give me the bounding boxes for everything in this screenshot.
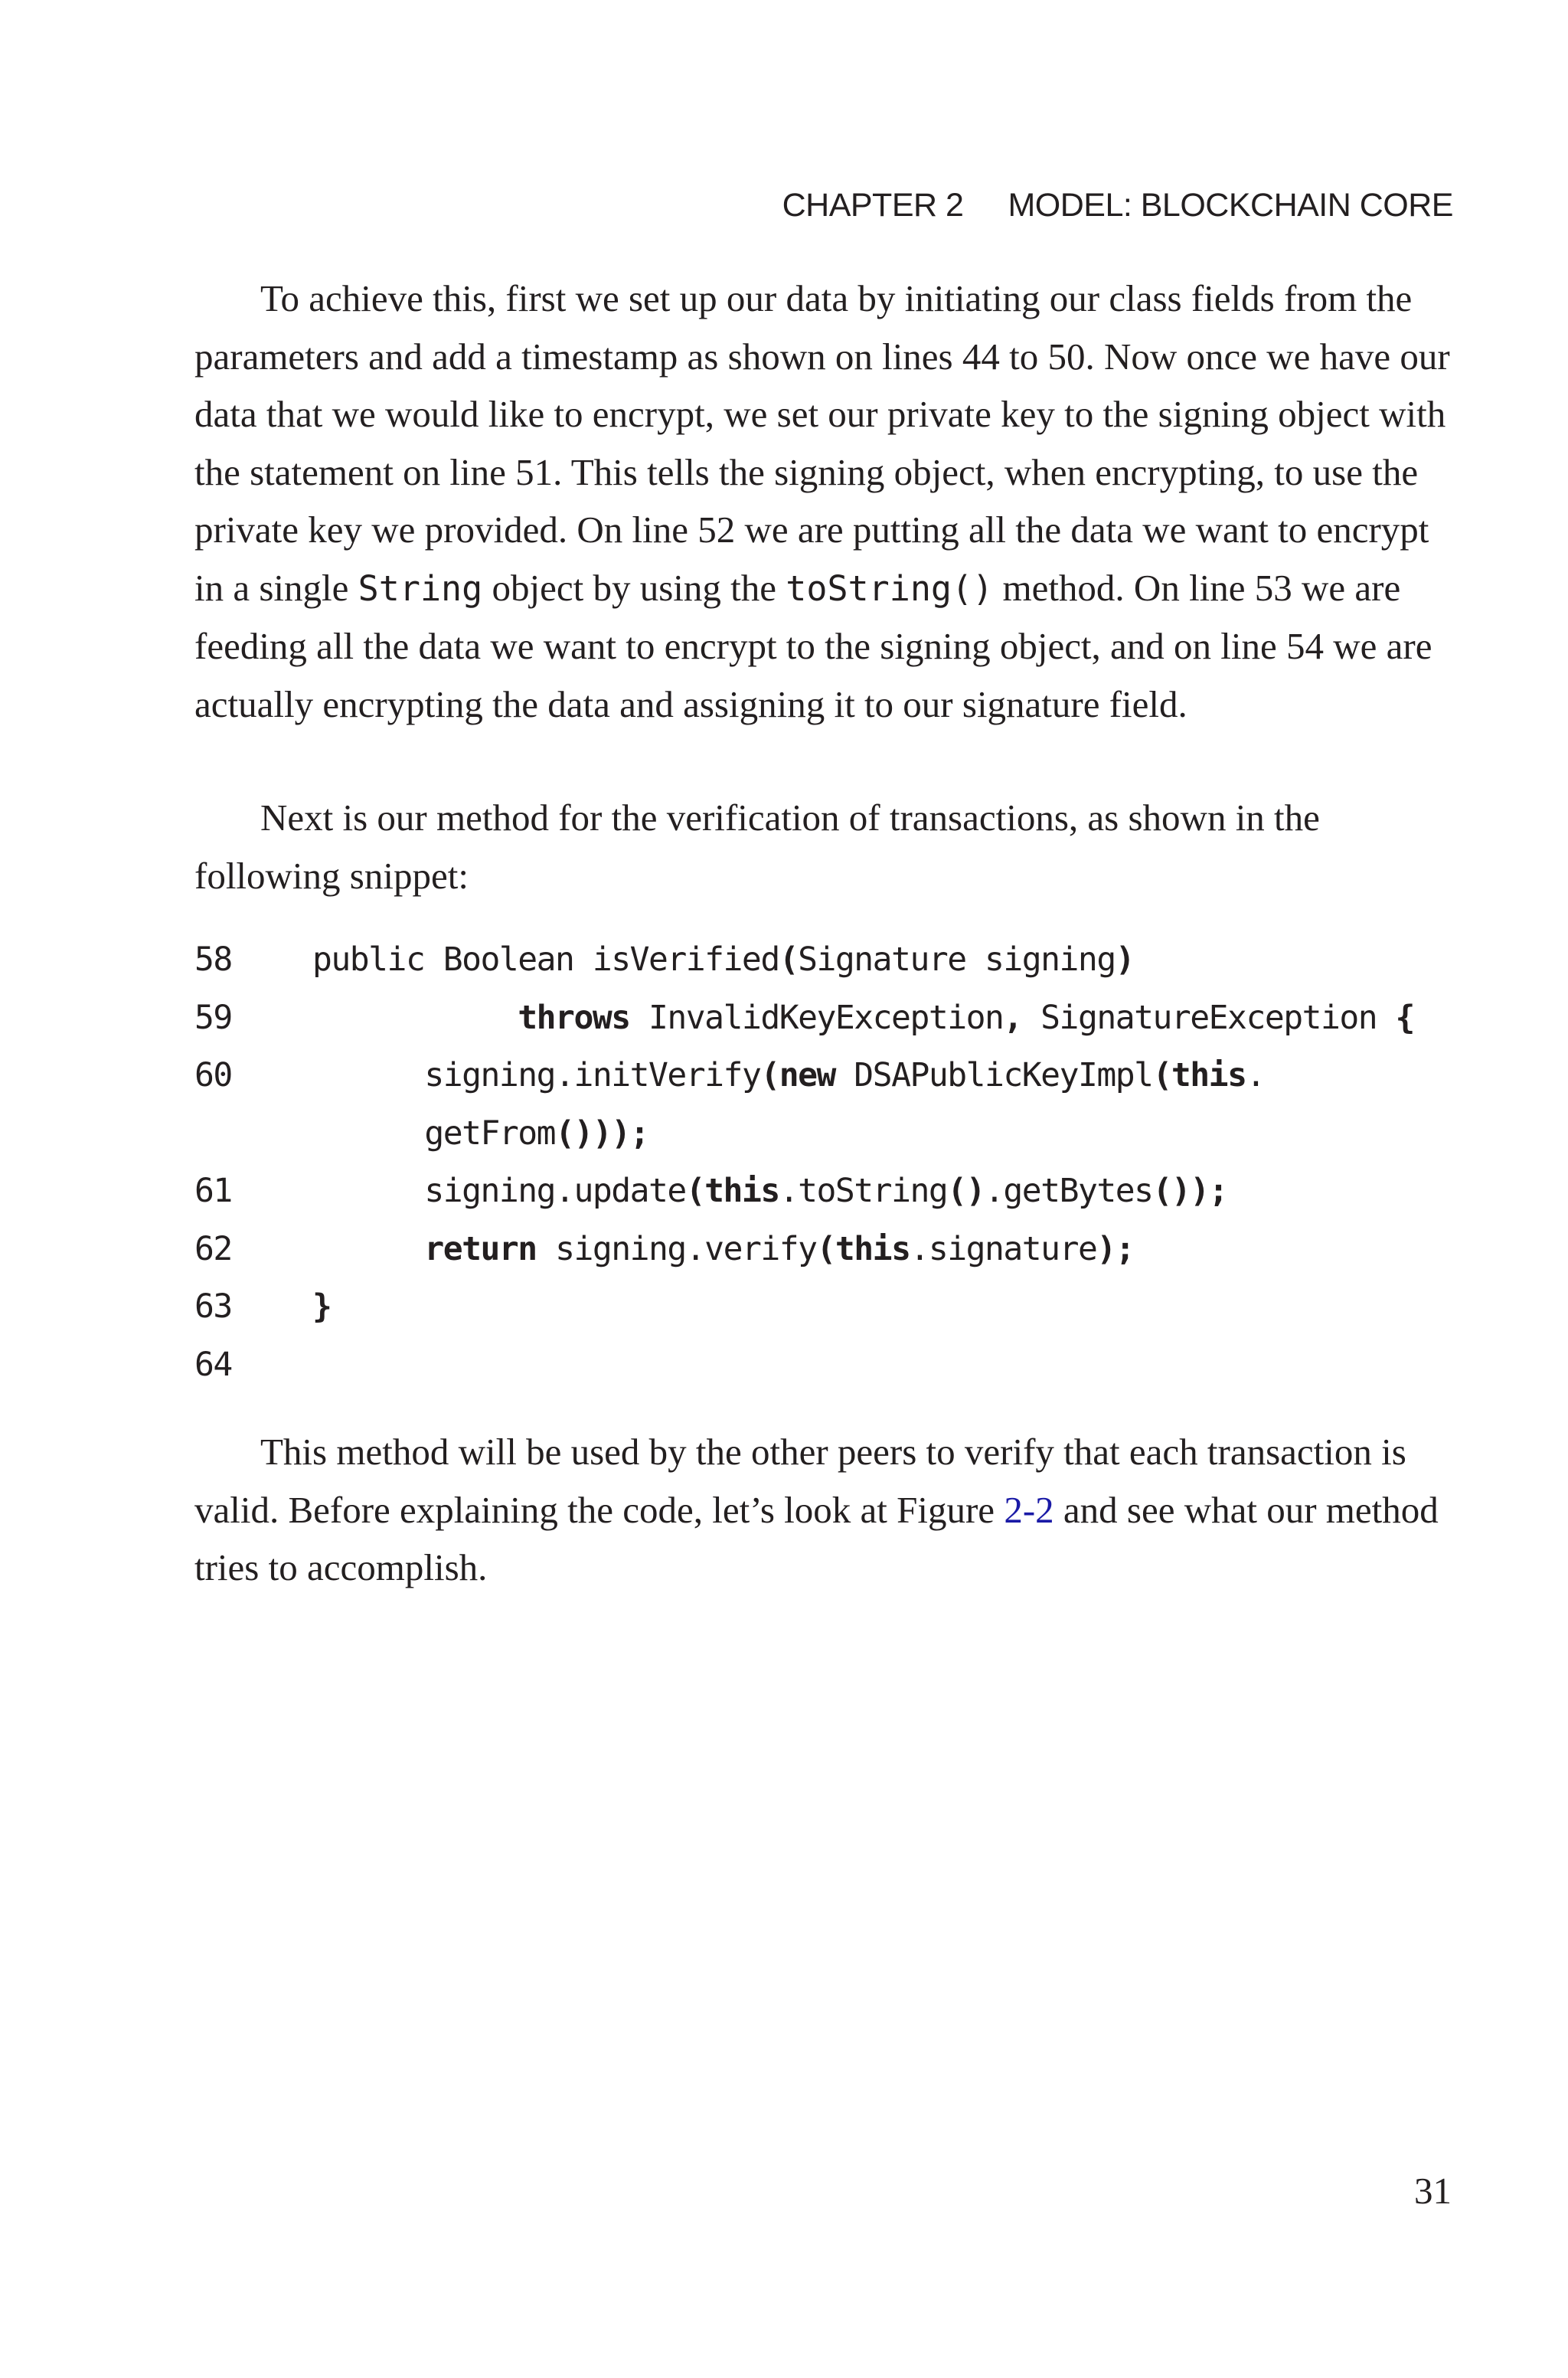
code-listing: [194, 931, 1455, 1394]
code-text: signing.initVerify(new DSAPublicKeyImpl(this.: [424, 1056, 1265, 1094]
figure-2-2-link[interactable]: 2-2: [1004, 1488, 1054, 1531]
line-number: 59: [194, 998, 232, 1037]
keyword-return: return: [424, 1229, 537, 1268]
code-line-64: [194, 1336, 1455, 1395]
line-number: 64: [194, 1345, 232, 1384]
line-number: [194, 1105, 312, 1163]
paragraph-3-text-b: and see what our method tries to accomplish.: [194, 1488, 1439, 1588]
code-text: signing.update(this.toString().getBytes());: [424, 1172, 1228, 1210]
code-line-60-continued: [194, 1105, 1455, 1163]
paragraph-1-text-c: method. On line 53 we are feeding all the data we want to encrypt to the signing object, and on line 54 we are actually encrypting the data and assigning it to our signature field.: [194, 566, 1432, 725]
code-line-63: [194, 1278, 1455, 1336]
code-text: }: [312, 1287, 332, 1326]
chapter-title: MODEL: BLOCKCHAIN CORE: [1008, 187, 1453, 224]
chapter-number: CHAPTER 2: [782, 187, 964, 224]
keyword-this: this: [704, 1172, 779, 1210]
code-text: return signing.verify(this.signature);: [424, 1229, 1135, 1268]
paragraph-1: [194, 270, 1455, 733]
code-text: throws InvalidKeyException, SignatureException {: [518, 998, 1414, 1037]
inline-code-tostring: toString(): [786, 568, 994, 609]
code-line-62: [194, 1221, 1455, 1279]
paragraph-2-text: Next is our method for the verification of transactions, as shown in the following snippet:: [194, 796, 1320, 897]
running-head: [782, 187, 1453, 224]
keyword-this: this: [835, 1229, 910, 1268]
paragraph-1-text-b: object by using the: [482, 566, 786, 609]
inline-code-string: String: [358, 568, 483, 609]
line-number: 61: [194, 1172, 232, 1210]
code-text: public Boolean isVerified(Signature signing): [312, 940, 1135, 979]
code-line-59: [194, 989, 1455, 1048]
paragraph-1-text-a: To achieve this, first we set up our data by initiating our class fields from the parameters and add a timestamp as shown on lines 44 to 50. Now once we have our data that we would like to encrypt, we set our private key to the signing object with the statement on line 51. This tells the signing object, when encrypting, to use the private key we provided. On line 52 we are putting all the data we want to encrypt in a single: [194, 277, 1450, 609]
line-number: 63: [194, 1287, 232, 1326]
keyword-new: new: [779, 1056, 835, 1094]
paragraph-3: [194, 1423, 1455, 1597]
paragraph-2: [194, 789, 1455, 904]
code-line-60: [194, 1047, 1455, 1105]
line-number: 58: [194, 940, 232, 979]
code-line-61: [194, 1163, 1455, 1221]
line-number: 60: [194, 1056, 232, 1094]
line-number: 62: [194, 1229, 232, 1268]
code-line-58: [194, 931, 1455, 989]
page-number: 31: [1414, 2170, 1452, 2212]
code-text: getFrom()));: [424, 1114, 649, 1153]
paragraph-3-text-a: This method will be used by the other peers to verify that each transaction is valid. Before explaining the code, let’s look at Figure: [194, 1431, 1406, 1531]
keyword-throws: throws: [518, 998, 630, 1037]
keyword-this: this: [1171, 1056, 1246, 1094]
